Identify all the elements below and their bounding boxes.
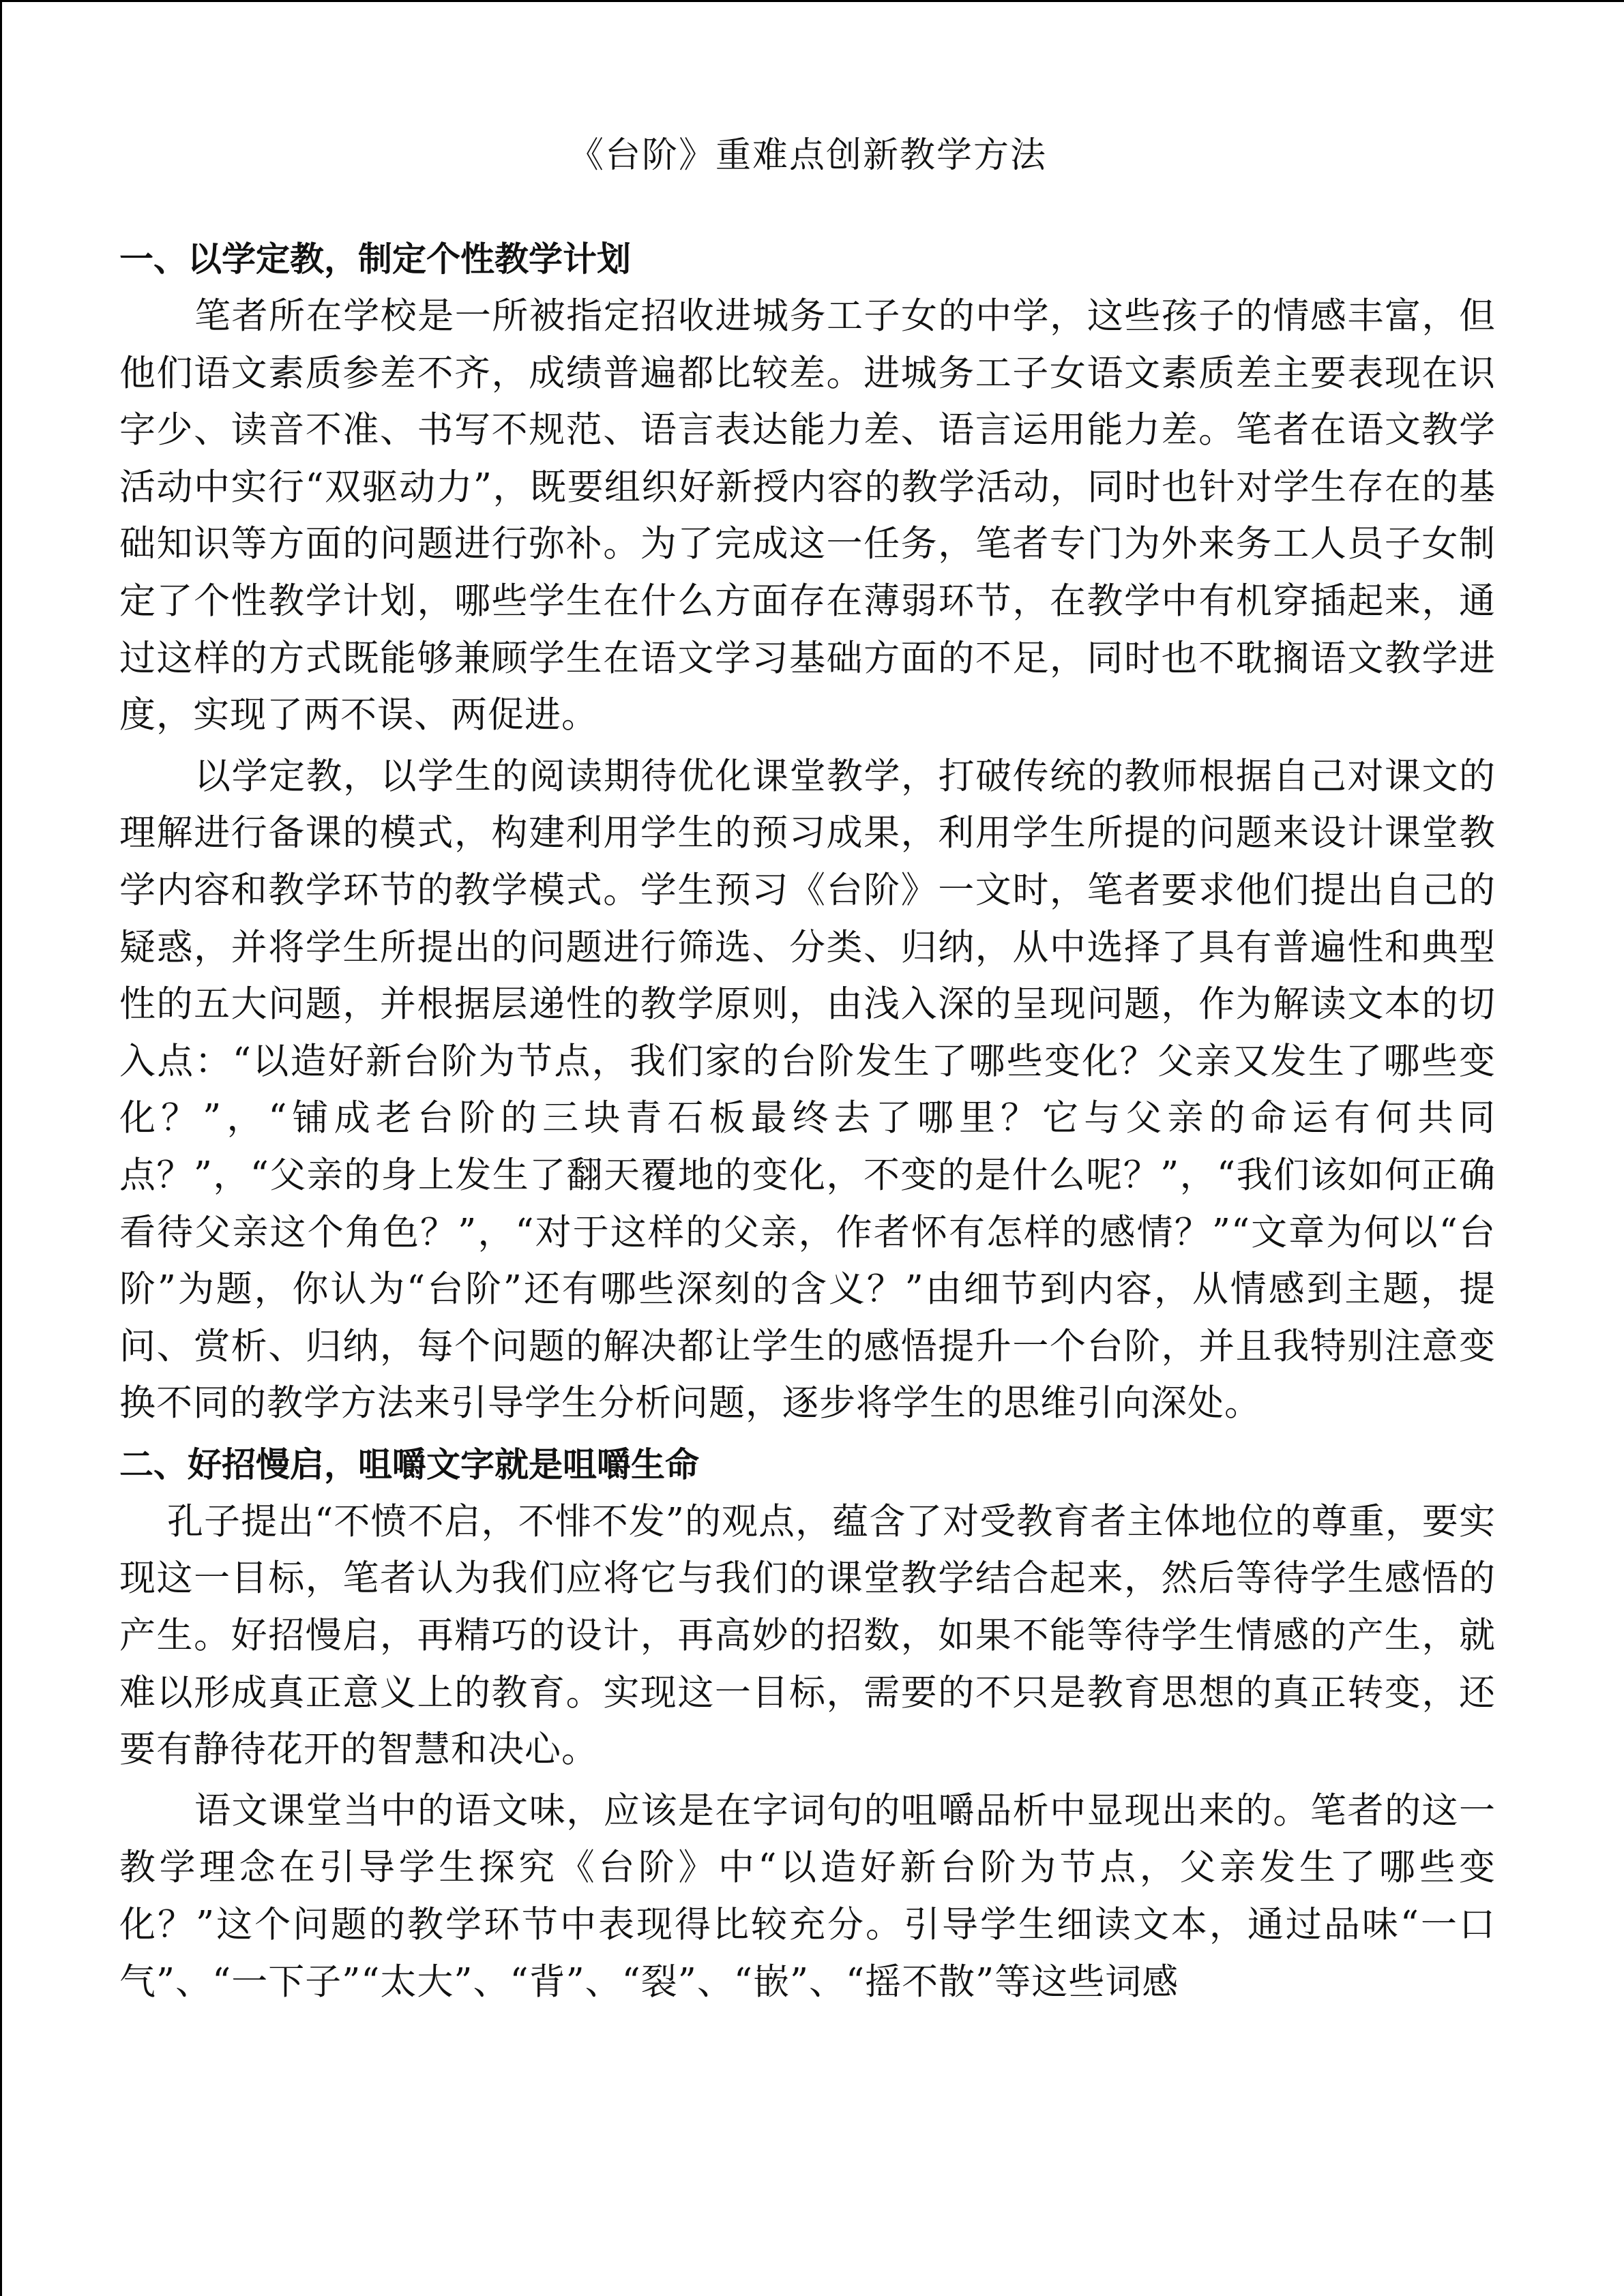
paragraph: 语文课堂当中的语文味，应该是在字词句的咀嚼品析中显现出来的。笔者的这一教学理念在引导学生探究《台阶》中“以造好新台阶为节点，父亲发生了哪些变化？”这个问题的教学环节中表现得比较充分。引导学生细读文本，通过品味“一口气”、“一下子”“太大”、“背”、“裂”、“嵌”、“摇不散”等这些词感: [119, 1789, 1496, 2003]
paragraph: 笔者所在学校是一所被指定招收进城务工子女的中学，这些孩子的情感丰富，但他们语文素质参差不齐，成绩普遍都比较差。进城务工子女语文素质差主要表现在识字少、读音不准、书写不规范、语言表达能力差、语言运用能力差。笔者在语文教学活动中实行“双驱动力”，既要组织好新授内容的教学活动，同时也针对学生存在的基础知识等方面的问题进行弥补。为了完成这一任务，笔者专门为外来务工人员子女制定了个性教学计划，哪些学生在什么方面存在薄弱环节，在教学中有机穿插起来，通过这样的方式既能够兼顾学生在语文学习基础方面的不足，同时也不耽搁语文教学进度，实现了两不误、两促进。: [119, 295, 1496, 736]
document-page: [119, 128, 1496, 2014]
section-2: [119, 1436, 1496, 2010]
section-1: [119, 230, 1496, 1432]
section-heading: 一、以学定教，制定个性教学计划: [119, 239, 631, 279]
document-title: 《台阶》重难点创新教学方法: [567, 135, 1047, 176]
section-heading: 二、好招慢启，咀嚼文字就是咀嚼生命: [119, 1444, 699, 1485]
paragraph: 孔子提出“不愤不启，不悱不发”的观点，蕴含了对受教育者主体地位的尊重，要实现这一目标，笔者认为我们应将它与我们的课堂教学结合起来，然后等待学生感悟的产生。好招慢启，再精巧的设计，再高妙的招数，如果不能等待学生情感的产生，就难以形成真正意义上的教育。实现这一目标，需要的不只是教育思想的真正转变，还要有静待花开的智慧和决心。: [119, 1500, 1496, 1771]
paragraph: 以学定教，以学生的阅读期待优化课堂教学，打破传统的教师根据自己对课文的理解进行备课的模式，构建利用学生的预习成果，利用学生所提的问题来设计课堂教学内容和教学环节的教学模式。学生预习《台阶》一文时，笔者要求他们提出自己的疑惑，并将学生所提出的问题进行筛选、分类、归纳，从中选择了具有普遍性和典型性的五大问题，并根据层递性的教学原则，由浅入深的呈现问题，作为解读文本的切入点：“以造好新台阶为节点，我们家的台阶发生了哪些变化？父亲又发生了哪些变化？”，“铺成老台阶的三块青石板最终去了哪里？它与父亲的命运有何共同点？”，“父亲的身上发生了翻天覆地的变化，不变的是什么呢？”，“我们该如何正确看待父亲这个角色？”，“对于这样的父亲，作者怀有怎样的感情？”“文章为何以“台阶”为题，你认为“台阶”还有哪些深刻的含义？”由细节到内容，从情感到主题，提问、赏析、归纳，每个问题的解决都让学生的感悟提升一个台阶，并且我特别注意变换不同的教学方法来引导学生分析问题，逐步将学生的思维引向深处。: [119, 755, 1496, 1425]
